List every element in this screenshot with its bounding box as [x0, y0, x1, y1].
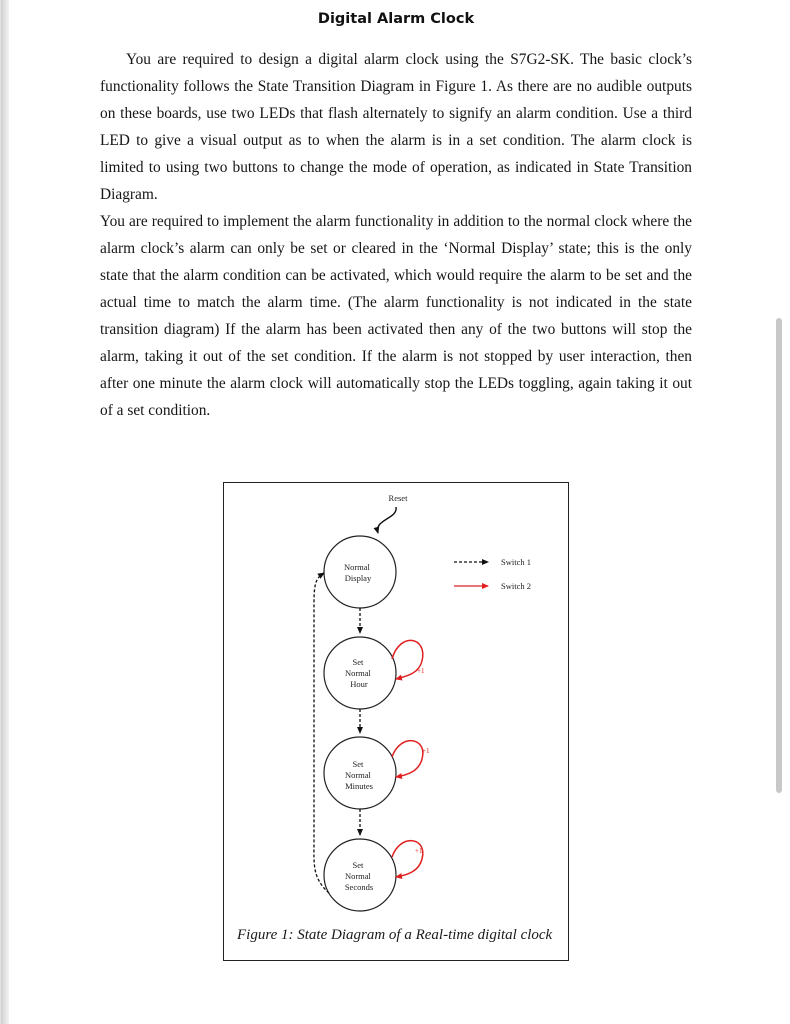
reset-arrow: [378, 507, 397, 533]
increment-label-seconds: +1: [415, 847, 423, 855]
state-normal-display: [324, 536, 396, 608]
increment-label-minutes: +1: [422, 747, 430, 755]
state-0-line-1: Display: [344, 573, 372, 583]
state-3-line-2: Seconds: [344, 882, 374, 892]
transition-seconds-to-display: [314, 573, 329, 893]
page-edge-shadow: [1, 0, 9, 1024]
self-loop-minutes: [392, 741, 423, 777]
vertical-scrollbar[interactable]: [776, 318, 782, 793]
state-2-line-1: Normal: [344, 770, 371, 780]
document-title: Digital Alarm Clock: [317, 11, 475, 27]
state-normal-display-label: [344, 562, 372, 583]
figure-caption: Figure 1: State Diagram of a Real-time digital clock: [237, 927, 553, 943]
state-3-line-0: Set: [352, 860, 364, 870]
state-1-line-2: Hour: [350, 679, 368, 689]
legend-switch1-label: Switch 1: [501, 557, 531, 567]
paragraph-2: You are required to implement the alarm functionality in addition to the normal clock where the alarm clock’s alarm can only be set or cleared in the ‘Normal Display’ state; this is the only state that the alarm condition can be activated, which would require the alarm to be set and the actual time to match the alarm time. (The alarm functionality is not indicated in the state transition diagram) If the alarm has been activated then any of the two buttons will stop the alarm, taking it out of the set condition. If the alarm is not stopped by user interaction, then after one minute the alarm clock will automatically stop the LEDs toggling, again taking it out of a set condition.: [100, 213, 692, 419]
paragraph-1: [100, 46, 692, 208]
paragraph-1-text: You are required to design a digital alarm clock using the S7G2-SK. The basic clock’s functionality follows the State Transition Diagram in Figure 1. As there are no audible outputs on these boards, use two LEDs that flash alternately to signify an alarm condition. Use a third LED to give a visual output as to when the alarm is in a set condition. The alarm clock is limited to using two buttons to change the mode of operation, as indicated in State Transition Diagram.: [100, 51, 692, 203]
state-1-line-0: Set: [352, 657, 364, 667]
increment-label-hour: +1: [417, 667, 425, 675]
legend-switch2-label: Switch 2: [501, 581, 531, 591]
state-diagram: [224, 483, 570, 962]
state-2-line-0: Set: [352, 759, 364, 769]
state-3-line-1: Normal: [344, 871, 371, 881]
state-1-line-1: Normal: [344, 668, 371, 678]
state-2-line-2: Minutes: [345, 781, 373, 791]
figure-frame: [223, 482, 569, 961]
state-0-line-0: Normal: [343, 562, 370, 572]
reset-label: Reset: [388, 493, 408, 503]
